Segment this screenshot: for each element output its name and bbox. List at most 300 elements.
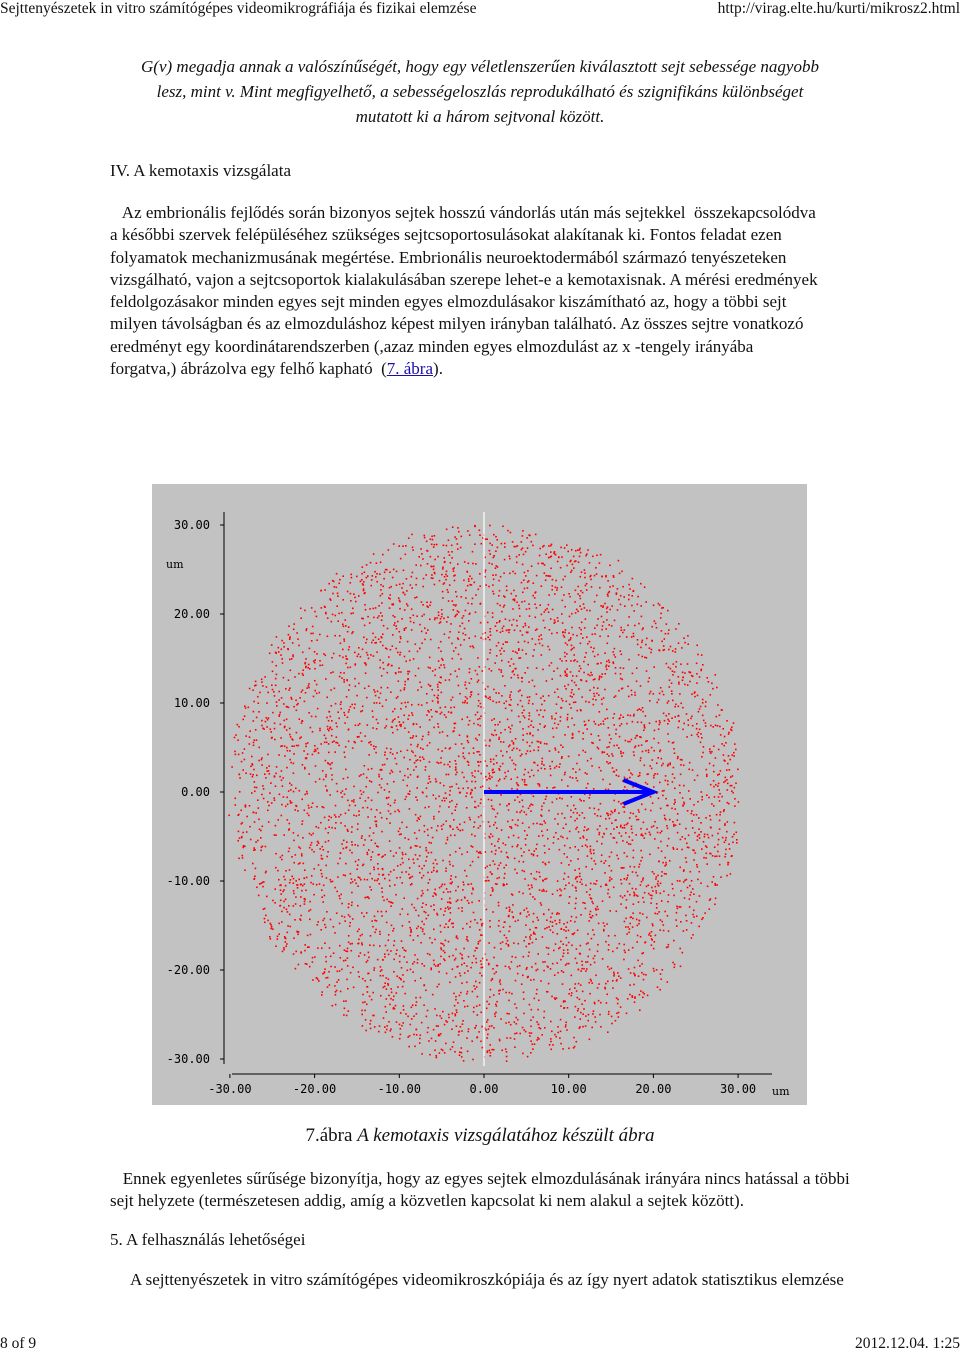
scatter-point (371, 768, 373, 770)
scatter-point (429, 937, 431, 939)
scatter-point (278, 754, 280, 756)
scatter-point (524, 830, 526, 832)
scatter-point (496, 1001, 498, 1003)
scatter-point (355, 883, 357, 885)
scatter-point (493, 824, 495, 826)
scatter-point (550, 917, 552, 919)
scatter-point (636, 667, 638, 669)
scatter-point (717, 833, 719, 835)
scatter-point (423, 875, 425, 877)
scatter-point (255, 868, 257, 870)
scatter-point (293, 862, 295, 864)
figure-7-link[interactable]: 7. ábra (386, 359, 434, 379)
scatter-point (522, 800, 524, 802)
scatter-point (426, 541, 428, 543)
scatter-point (576, 635, 578, 637)
scatter-point (302, 652, 304, 654)
scatter-point (549, 665, 551, 667)
scatter-point (527, 976, 529, 978)
scatter-point (694, 692, 696, 694)
scatter-point (709, 751, 711, 753)
scatter-point (477, 1014, 479, 1016)
scatter-point (696, 901, 698, 903)
scatter-point (564, 686, 566, 688)
scatter-point (452, 731, 454, 733)
scatter-point (620, 714, 622, 716)
scatter-point (638, 654, 640, 656)
scatter-point (461, 854, 463, 856)
scatter-point (411, 608, 413, 610)
scatter-point (562, 622, 564, 624)
scatter-point (420, 942, 422, 944)
scatter-point (325, 655, 327, 657)
scatter-point (273, 691, 275, 693)
scatter-point (382, 874, 384, 876)
scatter-point (268, 717, 270, 719)
scatter-point (518, 861, 520, 863)
scatter-point (466, 688, 468, 690)
scatter-point (728, 843, 730, 845)
intro-line: G(v) megadja annak a valószínűségét, hogy egy véletlenszerűen kiválasztott sejt sebessége nagyobb (141, 57, 819, 76)
scatter-point (463, 777, 465, 779)
scatter-point (582, 592, 584, 594)
scatter-point (664, 649, 666, 651)
scatter-point (366, 639, 368, 641)
scatter-point (617, 1003, 619, 1005)
scatter-point (486, 1008, 488, 1010)
scatter-point (547, 838, 549, 840)
scatter-point (449, 956, 451, 958)
scatter-point (671, 693, 673, 695)
scatter-point (425, 574, 427, 576)
scatter-point (422, 757, 424, 759)
scatter-point (441, 616, 443, 618)
scatter-point (663, 694, 665, 696)
scatter-point (564, 772, 566, 774)
scatter-point (262, 685, 264, 687)
scatter-point (479, 972, 481, 974)
scatter-point (488, 799, 490, 801)
scatter-point (682, 676, 684, 678)
scatter-point (480, 773, 482, 775)
scatter-point (515, 764, 517, 766)
scatter-point (584, 724, 586, 726)
scatter-point (267, 801, 269, 803)
scatter-point (533, 649, 535, 651)
scatter-point (283, 901, 285, 903)
scatter-point (705, 725, 707, 727)
scatter-point (722, 728, 724, 730)
scatter-point (549, 750, 551, 752)
scatter-point (633, 892, 635, 894)
scatter-point (565, 885, 567, 887)
scatter-point (346, 696, 348, 698)
scatter-point (623, 596, 625, 598)
scatter-point (350, 600, 352, 602)
scatter-point (728, 733, 730, 735)
scatter-point (394, 802, 396, 804)
scatter-point (550, 1041, 552, 1043)
scatter-point (591, 586, 593, 588)
scatter-point (502, 763, 504, 765)
scatter-point (543, 802, 545, 804)
scatter-point (443, 945, 445, 947)
scatter-point (618, 1016, 620, 1018)
scatter-point (544, 564, 546, 566)
scatter-point (270, 923, 272, 925)
scatter-point (380, 975, 382, 977)
scatter-point (446, 545, 448, 547)
scatter-point (568, 930, 570, 932)
scatter-point (462, 1020, 464, 1022)
scatter-point (551, 716, 553, 718)
scatter-point (490, 649, 492, 651)
scatter-point (494, 555, 496, 557)
scatter-point (553, 950, 555, 952)
scatter-point (502, 630, 504, 632)
scatter-point (362, 649, 364, 651)
scatter-point (462, 788, 464, 790)
scatter-point (417, 858, 419, 860)
scatter-point (597, 618, 599, 620)
scatter-point (544, 627, 546, 629)
scatter-point (410, 932, 412, 934)
scatter-point (600, 1026, 602, 1028)
scatter-point (502, 755, 504, 757)
scatter-point (515, 957, 517, 959)
scatter-point (582, 637, 584, 639)
scatter-point (672, 888, 674, 890)
scatter-point (546, 743, 548, 745)
scatter-point (704, 912, 706, 914)
scatter-point (686, 920, 688, 922)
scatter-point (641, 744, 643, 746)
scatter-point (494, 771, 496, 773)
scatter-point (308, 683, 310, 685)
scatter-point (436, 781, 438, 783)
scatter-point (563, 971, 565, 973)
scatter-point (530, 1026, 532, 1028)
scatter-point (655, 878, 657, 880)
scatter-point (621, 654, 623, 656)
scatter-point (563, 878, 565, 880)
scatter-point (296, 931, 298, 933)
scatter-point (682, 729, 684, 731)
scatter-point (491, 887, 493, 889)
scatter-point (408, 715, 410, 717)
scatter-point (528, 626, 530, 628)
scatter-point (341, 903, 343, 905)
scatter-point (615, 673, 617, 675)
scatter-point (561, 556, 563, 558)
scatter-point (452, 1013, 454, 1015)
scatter-point (386, 797, 388, 799)
scatter-point (719, 820, 721, 822)
scatter-point (561, 970, 563, 972)
scatter-point (486, 1037, 488, 1039)
scatter-point (629, 836, 631, 838)
scatter-point (621, 629, 623, 631)
scatter-point (503, 926, 505, 928)
scatter-point (364, 879, 366, 881)
scatter-point (716, 716, 718, 718)
scatter-point (706, 853, 708, 855)
scatter-point (400, 1028, 402, 1030)
scatter-point (614, 809, 616, 811)
scatter-point (396, 877, 398, 879)
page-header-url[interactable]: http://virag.elte.hu/kurti/mikrosz2.html (717, 0, 960, 17)
scatter-point (360, 790, 362, 792)
scatter-point (540, 902, 542, 904)
scatter-point (330, 716, 332, 718)
scatter-point (272, 689, 274, 691)
scatter-point (596, 595, 598, 597)
scatter-point (529, 712, 531, 714)
scatter-point (668, 741, 670, 743)
scatter-point (552, 921, 554, 923)
scatter-point (626, 1013, 628, 1015)
scatter-point (331, 621, 333, 623)
scatter-point (409, 927, 411, 929)
scatter-point (660, 617, 662, 619)
scatter-point (489, 920, 491, 922)
scatter-point (508, 1013, 510, 1015)
scatter-point (358, 647, 360, 649)
scatter-point (655, 935, 657, 937)
scatter-point (255, 729, 257, 731)
scatter-point (290, 736, 292, 738)
scatter-point (456, 804, 458, 806)
scatter-point (509, 620, 511, 622)
scatter-point (447, 616, 449, 618)
scatter-point (449, 766, 451, 768)
scatter-point (517, 920, 519, 922)
scatter-point (447, 891, 449, 893)
scatter-point (471, 781, 473, 783)
scatter-point (585, 961, 587, 963)
scatter-point (491, 670, 493, 672)
scatter-point (509, 573, 511, 575)
scatter-point (286, 747, 288, 749)
scatter-point (585, 970, 587, 972)
scatter-point (296, 632, 298, 634)
scatter-point (621, 867, 623, 869)
scatter-point (580, 945, 582, 947)
scatter-point (517, 545, 519, 547)
scatter-point (514, 1003, 516, 1005)
scatter-point (402, 854, 404, 856)
scatter-point (437, 556, 439, 558)
scatter-point (309, 919, 311, 921)
scatter-point (324, 589, 326, 591)
scatter-point (461, 1052, 463, 1054)
scatter-point (544, 700, 546, 702)
scatter-point (618, 747, 620, 749)
scatter-point (393, 855, 395, 857)
scatter-point (250, 773, 252, 775)
scatter-point (577, 593, 579, 595)
scatter-point (448, 774, 450, 776)
scatter-point (402, 925, 404, 927)
scatter-point (488, 964, 490, 966)
scatter-point (498, 595, 500, 597)
scatter-point (521, 677, 523, 679)
scatter-point (606, 709, 608, 711)
scatter-point (534, 850, 536, 852)
scatter-point (616, 842, 618, 844)
scatter-point (732, 792, 734, 794)
scatter-point (584, 902, 586, 904)
scatter-point (560, 744, 562, 746)
scatter-point (736, 842, 738, 844)
scatter-point (632, 926, 634, 928)
scatter-point (404, 656, 406, 658)
scatter-point (558, 913, 560, 915)
scatter-point (369, 780, 371, 782)
scatter-point (540, 634, 542, 636)
scatter-point (466, 807, 468, 809)
scatter-point (654, 773, 656, 775)
scatter-point (489, 553, 491, 555)
scatter-point (322, 973, 324, 975)
scatter-point (419, 865, 421, 867)
scatter-point (386, 748, 388, 750)
scatter-point (283, 876, 285, 878)
scatter-point (427, 1032, 429, 1034)
scatter-point (615, 667, 617, 669)
scatter-point (290, 789, 292, 791)
scatter-point (628, 932, 630, 934)
scatter-point (567, 719, 569, 721)
scatter-point (293, 791, 295, 793)
scatter-point (466, 571, 468, 573)
scatter-point (329, 764, 331, 766)
scatter-point (596, 914, 598, 916)
scatter-point (671, 883, 673, 885)
scatter-point (516, 872, 518, 874)
scatter-point (629, 883, 631, 885)
scatter-point (493, 557, 495, 559)
scatter-point (691, 734, 693, 736)
scatter-point (511, 710, 513, 712)
scatter-point (268, 765, 270, 767)
scatter-point (433, 867, 435, 869)
scatter-point (653, 693, 655, 695)
scatter-point (272, 900, 274, 902)
scatter-point (555, 580, 557, 582)
scatter-point (440, 664, 442, 666)
scatter-point (476, 739, 478, 741)
scatter-point (421, 895, 423, 897)
scatter-point (577, 780, 579, 782)
scatter-point (584, 826, 586, 828)
scatter-point (624, 811, 626, 813)
scatter-point (448, 1017, 450, 1019)
scatter-point (235, 734, 237, 736)
scatter-point (727, 763, 729, 765)
scatter-point (440, 713, 442, 715)
scatter-point (276, 766, 278, 768)
scatter-point (249, 826, 251, 828)
scatter-point (580, 552, 582, 554)
scatter-point (370, 562, 372, 564)
scatter-point (574, 921, 576, 923)
scatter-point (624, 895, 626, 897)
scatter-point (500, 943, 502, 945)
scatter-point (393, 543, 395, 545)
scatter-point (487, 1034, 489, 1036)
scatter-point (441, 658, 443, 660)
scatter-point (410, 929, 412, 931)
scatter-point (390, 752, 392, 754)
scatter-point (425, 912, 427, 914)
scatter-point (669, 679, 671, 681)
scatter-point (687, 643, 689, 645)
scatter-point (492, 836, 494, 838)
scatter-point (607, 718, 609, 720)
scatter-point (609, 591, 611, 593)
scatter-point (365, 672, 367, 674)
scatter-point (302, 669, 304, 671)
scatter-point (417, 651, 419, 653)
scatter-point (611, 870, 613, 872)
scatter-point (710, 898, 712, 900)
scatter-point (263, 788, 265, 790)
scatter-point (420, 977, 422, 979)
scatter-point (657, 832, 659, 834)
scatter-point (666, 715, 668, 717)
scatter-point (426, 693, 428, 695)
scatter-point (315, 750, 317, 752)
scatter-point (552, 963, 554, 965)
scatter-point (366, 1004, 368, 1006)
scatter-point (594, 962, 596, 964)
scatter-point (624, 629, 626, 631)
scatter-point (517, 789, 519, 791)
scatter-point (572, 734, 574, 736)
scatter-point (628, 968, 630, 970)
scatter-point (358, 724, 360, 726)
scatter-point (586, 943, 588, 945)
scatter-point (532, 896, 534, 898)
scatter-point (431, 1038, 433, 1040)
scatter-point (485, 851, 487, 853)
scatter-point (423, 911, 425, 913)
scatter-point (541, 563, 543, 565)
scatter-point (582, 1013, 584, 1015)
scatter-point (384, 982, 386, 984)
scatter-point (428, 711, 430, 713)
scatter-point (412, 971, 414, 973)
scatter-point (591, 898, 593, 900)
scatter-point (571, 613, 573, 615)
scatter-point (286, 797, 288, 799)
scatter-point (497, 603, 499, 605)
scatter-point (705, 722, 707, 724)
scatter-point (654, 821, 656, 823)
scatter-point (427, 782, 429, 784)
scatter-point (709, 748, 711, 750)
scatter-point (266, 726, 268, 728)
scatter-point (374, 748, 376, 750)
scatter-point (456, 676, 458, 678)
scatter-point (480, 919, 482, 921)
scatter-point (464, 897, 466, 899)
scatter-point (706, 769, 708, 771)
scatter-point (580, 668, 582, 670)
scatter-point (372, 926, 374, 928)
scatter-point (298, 879, 300, 881)
